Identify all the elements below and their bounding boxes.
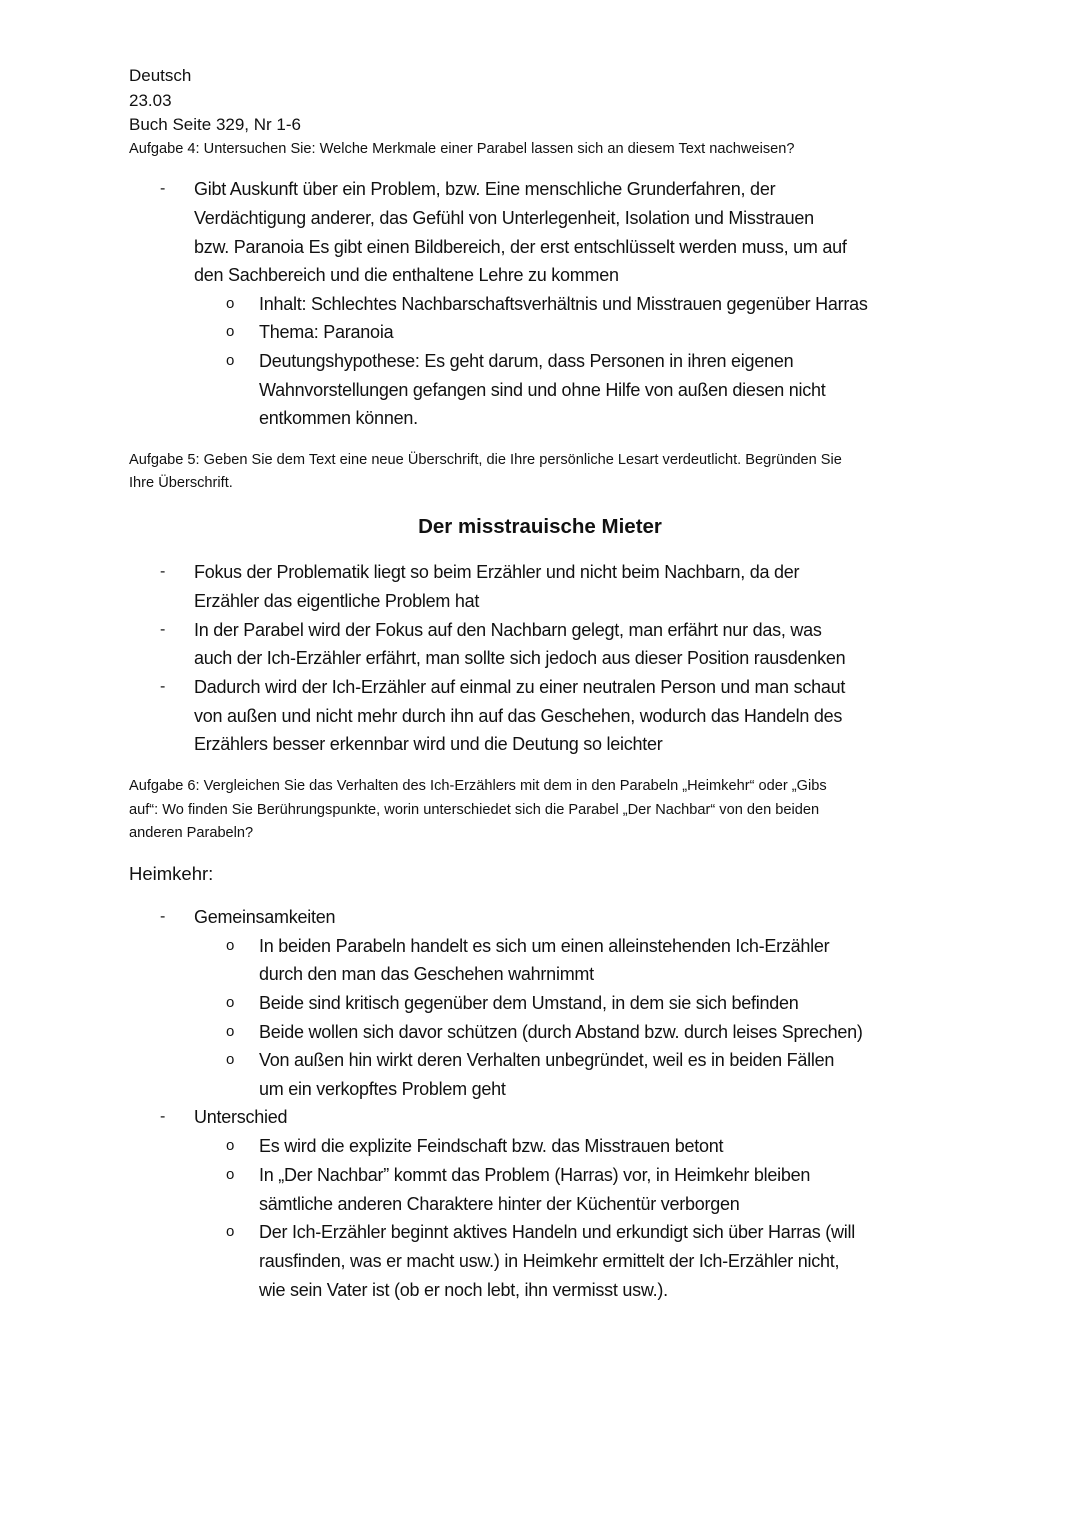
sub-bullet-text-line: rausfinden, was er macht usw.) in Heimkehr ermittelt der Ich-Erzähler nicht, — [259, 1251, 840, 1271]
sub-bullet-text-line: wie sein Vater ist (ob er noch lebt, ihn vermisst usw.). — [259, 1280, 668, 1300]
sub-bullet-text-line: Es wird die explizite Feindschaft bzw. das Misstrauen betont — [259, 1136, 724, 1156]
circle-bullet-icon: o — [226, 1166, 235, 1183]
bullet-text-line: von außen und nicht mehr durch ihn auf das Geschehen, wodurch das Handeln des — [194, 706, 843, 726]
circle-bullet-icon: o — [226, 1137, 235, 1154]
bullet-text-line: In der Parabel wird der Fokus auf den Nachbarn gelegt, man erfährt nur das, was — [194, 620, 822, 640]
circle-bullet-icon: o — [226, 323, 235, 340]
circle-bullet-icon: o — [226, 937, 235, 954]
sub-bullet-text-line: durch den man das Geschehen wahrnimmt — [259, 964, 594, 984]
task-question-line: anderen Parabeln? — [129, 825, 254, 841]
sub-bullet-text-line: Der Ich-Erzähler beginnt aktives Handeln und erkundigt sich über Harras (will — [259, 1222, 856, 1242]
sub-bullet-text-line: In „Der Nachbar” kommt das Problem (Harras) vor, in Heimkehr bleiben — [259, 1165, 811, 1185]
bullet-text-line: Fokus der Problematik liegt so beim Erzähler und nicht beim Nachbarn, da der — [194, 562, 800, 582]
circle-bullet-icon: o — [226, 1223, 235, 1240]
sub-bullet-text-line: Inhalt: Schlechtes Nachbarschaftsverhältnis und Misstrauen gegenüber Harras — [259, 294, 868, 314]
dash-bullet-icon: - — [160, 908, 166, 925]
task-question-line: Aufgabe 6: Vergleichen Sie das Verhalten des Ich-Erzählers mit dem in den Parabeln „Heimkehr“ oder „Gibs — [129, 778, 827, 794]
task-question-line: Aufgabe 4: Untersuchen Sie: Welche Merkmale einer Parabel lassen sich an diesem Text nachweisen? — [129, 141, 795, 157]
circle-bullet-icon: o — [226, 994, 235, 1011]
bullet-text-line: Gemeinsamkeiten — [194, 907, 336, 927]
bullet-text-line: auch der Ich-Erzähler erfährt, man sollte sich jedoch aus dieser Position rausdenken — [194, 648, 846, 668]
circle-bullet-icon: o — [226, 1023, 235, 1040]
task-question-line: Ihre Überschrift. — [129, 475, 233, 491]
sub-bullet-text-line: Beide wollen sich davor schützen (durch Abstand bzw. durch leises Sprechen) — [259, 1022, 863, 1042]
circle-bullet-icon: o — [226, 1051, 235, 1068]
bullet-text-line: Verdächtigung anderer, das Gefühl von Unterlegenheit, Isolation und Misstrauen — [194, 208, 814, 228]
dash-bullet-icon: - — [160, 180, 166, 197]
sub-bullet-text-line: sämtliche anderen Charaktere hinter der Küchentür verborgen — [259, 1194, 740, 1214]
bullet-text-line: Unterschied — [194, 1107, 288, 1127]
sub-bullet-text-line: In beiden Parabeln handelt es sich um einen alleinstehenden Ich-Erzähler — [259, 936, 830, 956]
section-heading: Heimkehr: — [129, 863, 214, 884]
circle-bullet-icon: o — [226, 352, 235, 369]
bullet-text-line: den Sachbereich und die enthaltene Lehre zu kommen — [194, 265, 619, 285]
proposed-title: Der misstrauische Mieter — [418, 515, 662, 538]
sub-bullet-text-line: um ein verkopftes Problem geht — [259, 1079, 506, 1099]
bullet-text-line: Dadurch wird der Ich-Erzähler auf einmal zu einer neutralen Person und man schaut — [194, 677, 846, 697]
dash-bullet-icon: - — [160, 1108, 166, 1125]
bullet-text-line: Erzählers besser erkennbar wird und die Deutung so leichter — [194, 734, 663, 754]
sub-bullet-text-line: Thema: Paranoia — [259, 322, 394, 342]
task-question-line: auf“: Wo finden Sie Berührungspunkte, worin unterschiedet sich die Parabel „Der Nachbar“ von den beiden — [129, 802, 820, 818]
circle-bullet-icon: o — [226, 295, 235, 312]
bullet-text-line: Gibt Auskunft über ein Problem, bzw. Eine menschliche Grunderfahren, der — [194, 179, 776, 199]
sub-bullet-text-line: Wahnvorstellungen gefangen sind und ohne Hilfe von außen diesen nicht — [259, 380, 826, 400]
sub-bullet-text-line: entkommen können. — [259, 408, 418, 428]
bullet-text-line: bzw. Paranoia Es gibt einen Bildbereich, der erst entschlüsselt werden muss, um auf — [194, 237, 847, 257]
sub-bullet-text-line: Deutungshypothese: Es geht darum, dass Personen in ihren eigenen — [259, 351, 794, 371]
dash-bullet-icon: - — [160, 678, 166, 695]
dash-bullet-icon: - — [160, 621, 166, 638]
sub-bullet-text-line: Von außen hin wirkt deren Verhalten unbegründet, weil es in beiden Fällen — [259, 1050, 835, 1070]
header-line: 23.03 — [129, 91, 172, 110]
sub-bullet-text-line: Beide sind kritisch gegenüber dem Umstand, in dem sie sich befinden — [259, 993, 799, 1013]
bullet-text-line: Erzähler das eigentliche Problem hat — [194, 591, 480, 611]
dash-bullet-icon: - — [160, 563, 166, 580]
header-line: Deutsch — [129, 66, 192, 85]
header-line: Buch Seite 329, Nr 1-6 — [129, 115, 301, 134]
task-question-line: Aufgabe 5: Geben Sie dem Text eine neue Überschrift, die Ihre persönliche Lesart verdeutlicht. Begründen Sie — [129, 452, 842, 468]
